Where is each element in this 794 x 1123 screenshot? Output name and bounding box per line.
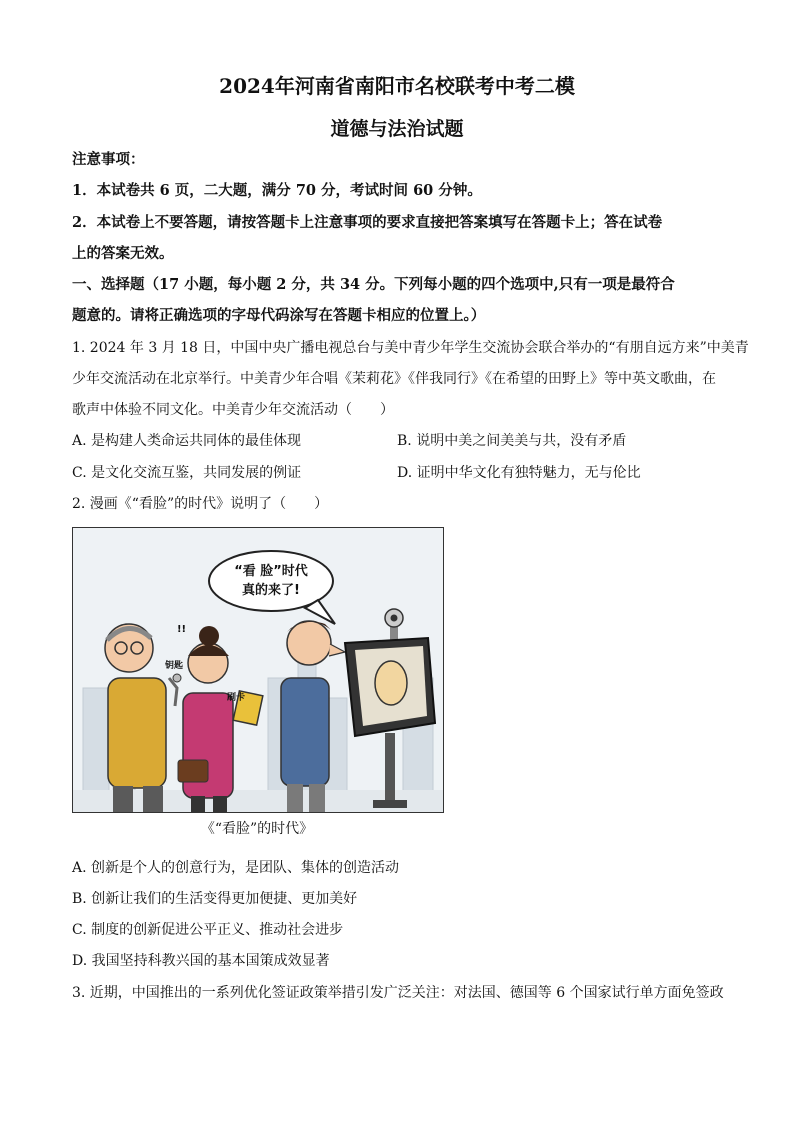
bubble-text-line-1: “看 脸”时代 <box>234 564 308 579</box>
bubble-text-line-2: 真的来了! <box>242 583 300 598</box>
exam-subtitle: 道德与法治试题 <box>330 118 464 140</box>
face-scan-cartoon <box>72 527 444 813</box>
card-label: 刷卡 <box>227 693 246 703</box>
question-1-option-c: C. 是文化交流互鉴，共同发展的例证 <box>72 465 302 481</box>
question-1-option-d: D. 证明中华文化有独特魅力，无与伦比 <box>397 465 641 481</box>
notice-item-2-line-1: 2．本试卷上不要答题，请按答题卡上注意事项的要求直接把答案填写在答题卡上；答在试卷 <box>72 214 663 231</box>
question-2-option-a: A. 创新是个人的创意行为，是团队、集体的创造活动 <box>72 860 400 876</box>
section-1-heading-line-2: 题意的。请将正确选项的字母代码涂写在答题卡相应的位置上。） <box>72 307 486 324</box>
cartoon-illustration <box>73 528 443 812</box>
exclaim-mark: !! <box>177 624 187 635</box>
question-1-option-a: A. 是构建人类命运共同体的最佳体现 <box>72 433 302 449</box>
notice-heading: 注意事项： <box>72 151 145 168</box>
question-1-line-3: 歌声中体验不同文化。中美青少年交流活动（ ） <box>72 402 394 418</box>
question-2-option-c: C. 制度的创新促进公平正义、推动社会进步 <box>72 922 344 938</box>
notice-item-1: 1．本试卷共 6 页，二大题，满分 70 分，考试时间 60 分钟。 <box>72 182 482 199</box>
question-2-option-b: B. 创新让我们的生活变得更加便捷、更加美好 <box>72 891 358 907</box>
question-2-stem: 2. 漫画《“看脸”的时代》说明了（ ） <box>72 496 329 512</box>
question-1-line-1: 1. 2024 年 3 月 18 日，中国中央广播电视总台与美中青少年学生交流协会联合举办的“有朋自远方来”中美青 <box>72 340 749 356</box>
question-1-line-2: 少年交流活动在北京举行。中美青少年合唱《茉莉花》《伴我同行》《在希望的田野上》等中英文歌曲，在 <box>72 371 716 387</box>
question-2-option-d: D. 我国坚持科教兴国的基本国策成效显著 <box>72 953 330 969</box>
question-1-option-b: B. 说明中美之间美美与共，没有矛盾 <box>397 433 627 449</box>
cartoon-caption: 《“看脸”的时代》 <box>200 821 314 837</box>
exam-title: 2024年河南省南阳市名校联考中考二模 <box>219 74 575 98</box>
section-1-heading-line-1: 一、选择题（17 小题，每小题 2 分，共 34 分。下列每小题的四个选项中,只有一项是最符合 <box>72 276 675 293</box>
key-label: 钥匙 <box>165 661 184 671</box>
notice-item-2-line-2: 上的答案无效。 <box>72 245 174 262</box>
question-3-line-1: 3. 近期，中国推出的一系列优化签证政策举措引发广泛关注：对法国、德国等 6 个国家试行单方面免签政 <box>72 985 724 1001</box>
